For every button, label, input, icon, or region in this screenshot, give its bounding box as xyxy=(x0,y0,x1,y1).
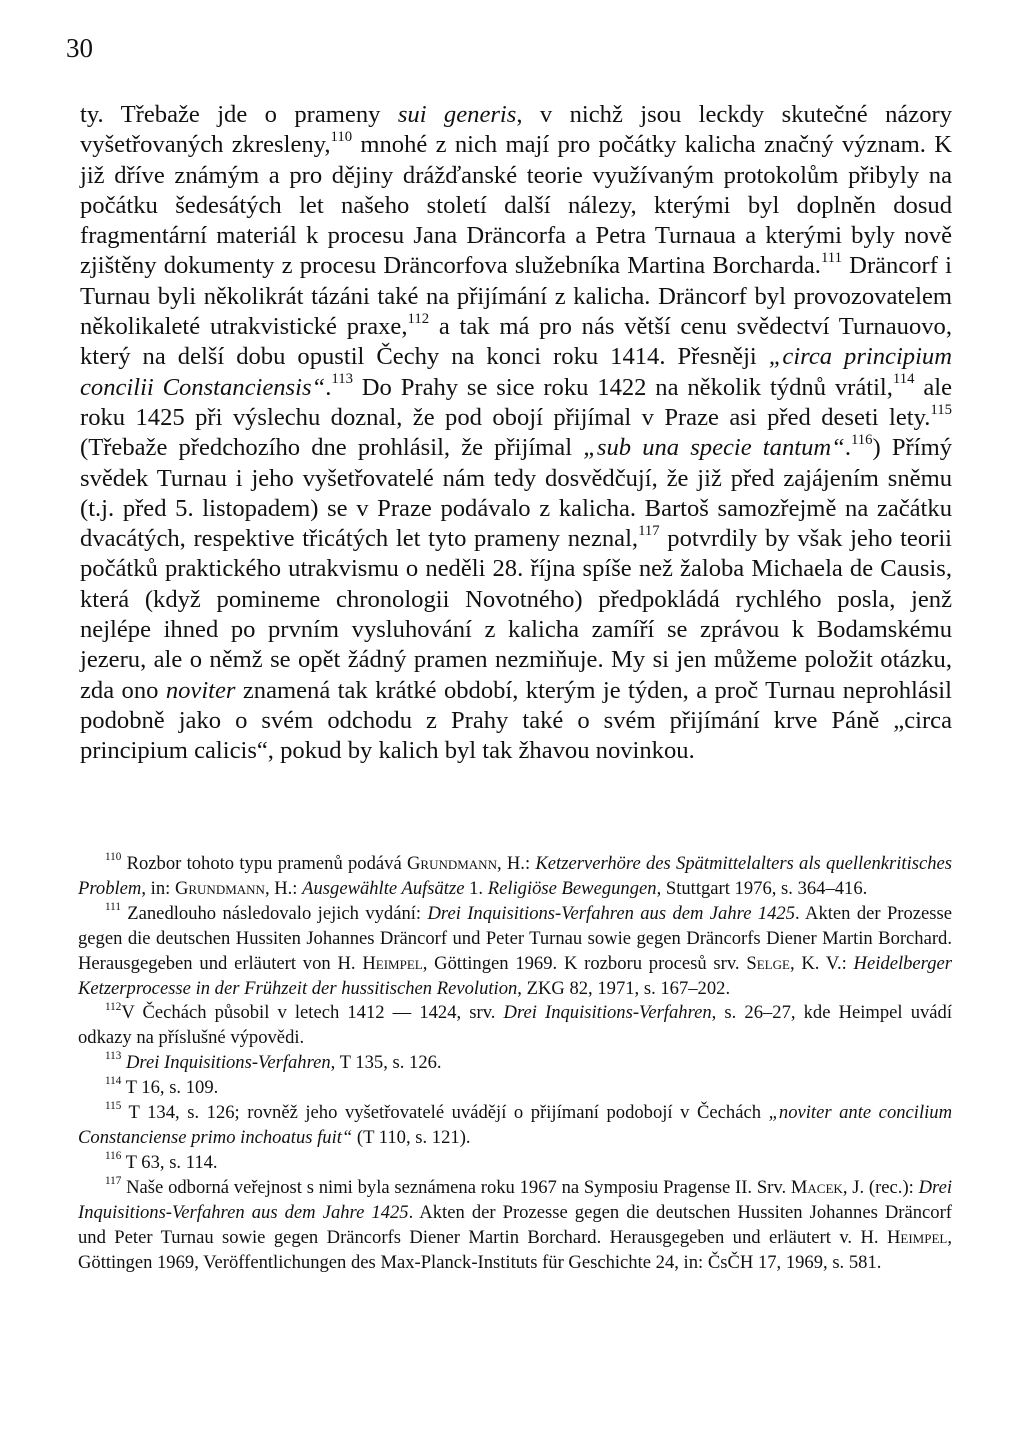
footnote xyxy=(78,902,952,1002)
text-run: , J. (rec.): xyxy=(842,1176,919,1198)
italic-text: „noviter ante concilium Constanciense primo inchoatus fuit“ xyxy=(78,1102,953,1148)
footnote xyxy=(78,1151,952,1176)
text-run: T 63, s. 114. xyxy=(121,1151,218,1173)
footnote-ref: 116 xyxy=(850,431,873,448)
footnote xyxy=(78,1051,952,1076)
italic-text: „sub una specie tantum“ xyxy=(583,434,845,462)
text-run: ty. Třebaže jde o prameny xyxy=(80,101,398,128)
text-run: Rozbor tohoto typu pramenů podává xyxy=(121,853,407,874)
text-run: . Akten der Prozesse gegen die deutschen Hussiten Johannes Dräncorf und Peter Turnau sowie gegen Dräncorfs Diener Martin Borchard. Herausgegeben und erläutert von H. xyxy=(78,902,952,974)
italic-text: sui generis xyxy=(397,101,517,128)
footnote-ref: 112 xyxy=(407,310,430,327)
footnote xyxy=(78,1076,952,1101)
text-run: , Göttingen 1969. K rozboru procesů srv. xyxy=(422,952,747,974)
footnote-ref: 115 xyxy=(930,401,952,418)
author-name: Grundmann xyxy=(406,853,497,874)
text-run: . xyxy=(325,373,332,401)
text-run: . Akten der Prozesse gegen die deutschen Hussiten Johannes Dräncorf und Peter Turnau sowie gegen Dräncorfs Diener Martin Borchard. Herausgegeben und erläutert v. H. xyxy=(78,1201,952,1248)
text-run: Dräncorf i Turnau byli několikrát tázáni také na přijímání z kalicha. Dräncorf byl provozovatelem několikaleté utrakvistické praxe, xyxy=(80,252,952,341)
text-run: Naše odborná veřejnost s nimi byla seznámena roku 1967 na Symposiu Pragense II. Srv. xyxy=(121,1176,791,1198)
italic-text: Drei Inquisitions-Verfahren aus dem Jahre 1425 xyxy=(427,902,796,924)
text-run: 1. xyxy=(464,877,488,899)
footnote xyxy=(78,1001,952,1051)
main-text xyxy=(80,100,952,767)
footnotes xyxy=(78,852,952,1275)
page-number: 30 xyxy=(66,33,93,63)
text-run: ale roku 1425 při výslechu doznal, že pod obojí přijímal v Praze asi před deseti lety. xyxy=(80,373,952,431)
footnote-ref: 110 xyxy=(330,128,353,145)
text-run: Zanedlouho následovalo jejich vydání: xyxy=(120,902,428,924)
footnote-ref: 111 xyxy=(820,250,842,267)
footnote-ref: 111 xyxy=(105,900,121,913)
footnote-ref: 115 xyxy=(105,1100,122,1113)
italic-text: noviter xyxy=(165,676,236,704)
footnote-ref: 117 xyxy=(105,1174,122,1187)
author-name: Heimpel xyxy=(886,1226,948,1248)
text-run: Do Prahy se sice roku 1422 na několik týdnů vrátil, xyxy=(352,373,893,401)
text-run: T 134, s. 126; rovněž jeho vyšetřovatelé uvádějí o přijímaní podobojí v Čechách xyxy=(121,1102,769,1124)
text-run: a tak má pro nás větší cenu svědectví Turnauovo, který na delší dobu opustil Čechy na konci roku 1414. Přesněji xyxy=(80,313,952,371)
author-name: Grundmann xyxy=(174,877,265,899)
text-run: potvrdily by však jeho teorii počátků praktického utrakvismu o neděli 28. října spíše než žaloba Michaela de Causis, která (když pomineme chronologii Novotného) předpokládá rychlého posla, jenž nejlépe ihned po prvním vysluhování z kalicha zamíří se zprávou k Bodamskému jezeru, ale o němž se opět žádný pramen nezmiňuje. My si jen můžeme položit otázku, zda ono xyxy=(80,525,952,704)
text-run: , Göttingen 1969, Veröffentlichungen des Max-Planck-Instituts für Geschichte 24, in: ČsČH 17, 1969, s. 581. xyxy=(78,1226,952,1273)
text-run: , K. V.: xyxy=(789,952,854,974)
author-name: Heimpel xyxy=(362,952,423,974)
text-run: . xyxy=(844,434,851,462)
body-paragraph xyxy=(80,100,952,767)
text-run: T 16, s. 109. xyxy=(121,1077,219,1099)
text-run: V Čechách působil v letech 1412 — 1424, srv. xyxy=(121,1002,504,1024)
italic-text: Heidelberger Ketzerprocesse in der Frühzeit der hussitischen Revolution xyxy=(78,952,952,999)
footnote-ref: 113 xyxy=(331,371,353,388)
footnote-ref: 114 xyxy=(105,1075,122,1088)
text-run: (Třebaže předchozího dne prohlásil, že přijímal xyxy=(80,434,584,462)
italic-text: „circa principium concilii Constanciensis“ xyxy=(80,343,952,401)
text-run: , ZKG 82, 1971, s. 167–202. xyxy=(517,977,731,999)
footnote-ref: 113 xyxy=(105,1050,122,1063)
footnote-ref: 114 xyxy=(892,371,915,388)
footnote xyxy=(78,852,952,902)
text-run: znamená tak krátké období, kterým je týden, a proč Turnau neprohlásil podobně jako o svém odchodu z Prahy také o svém přijímání krve Páně „circa principium calicis“, pokud by kalich byl tak žhavou novinkou. xyxy=(80,676,952,765)
italic-text: Drei Inquisitions-Verfahren aus dem Jahre 1425 xyxy=(78,1176,953,1223)
footnote-ref: 110 xyxy=(105,851,122,864)
footnote xyxy=(78,1101,952,1151)
footnote-ref: 112 xyxy=(105,1000,122,1013)
author-name: Macek xyxy=(790,1176,843,1198)
italic-text: Religiöse Bewegungen xyxy=(487,877,657,899)
author-name: Selge xyxy=(746,952,790,974)
text-run: , s. 26–27, kde Heimpel uvádí odkazy na příslušné výpovědi. xyxy=(78,1002,953,1049)
italic-text: Drei Inquisitions-Verfahren xyxy=(125,1052,331,1074)
text-run: , T 135, s. 126. xyxy=(330,1052,442,1074)
text-run: , H.: xyxy=(264,877,303,899)
text-run: , Stuttgart 1976, s. 364–416. xyxy=(656,877,868,899)
italic-text: Ausgewählte Aufsätze xyxy=(302,877,465,899)
footnote-ref: 116 xyxy=(105,1150,122,1163)
italic-text: Ketzerverhöre des Spätmittelalters als quellenkritisches Problem xyxy=(78,853,953,899)
text-run: mnohé z nich mají pro počátky kalicha značný význam. K již dříve známým a pro dějiny drážďanské teorie využívaným protokolům přibyly na počátku šedesátých let našeho století další nálezy, kterými byl doplněn dosud fragmentární materiál k procesu Jana Dräncorfa a Petra Turnaua a kterými byly nově zjištěny dokumenty z procesu Dräncorfova služebníka Martina Borcharda. xyxy=(80,131,952,280)
footnote-ref: 117 xyxy=(638,522,660,539)
text-run: (T 110, s. 121). xyxy=(352,1126,471,1148)
text-run: , in: xyxy=(141,877,175,899)
text-run: ) Přímý svědek Turnau i jeho vyšetřovatelé nám tedy dosvědčují, že již před zajájením sněmu (t.j. před 5. listopadem) se v Praze podávalo z kalicha. Bartoš samozřejmě na začátku dvacátých, respektive třicátých let tyto prameny neznal, xyxy=(80,434,953,553)
italic-text: Drei Inquisitions-Verfahren xyxy=(503,1002,712,1024)
text-run: , H.: xyxy=(496,853,536,874)
footnote xyxy=(78,1176,952,1276)
text-run: , v nichž jsou leckdy skutečné názory vyšetřovaných zkresleny, xyxy=(80,101,952,159)
